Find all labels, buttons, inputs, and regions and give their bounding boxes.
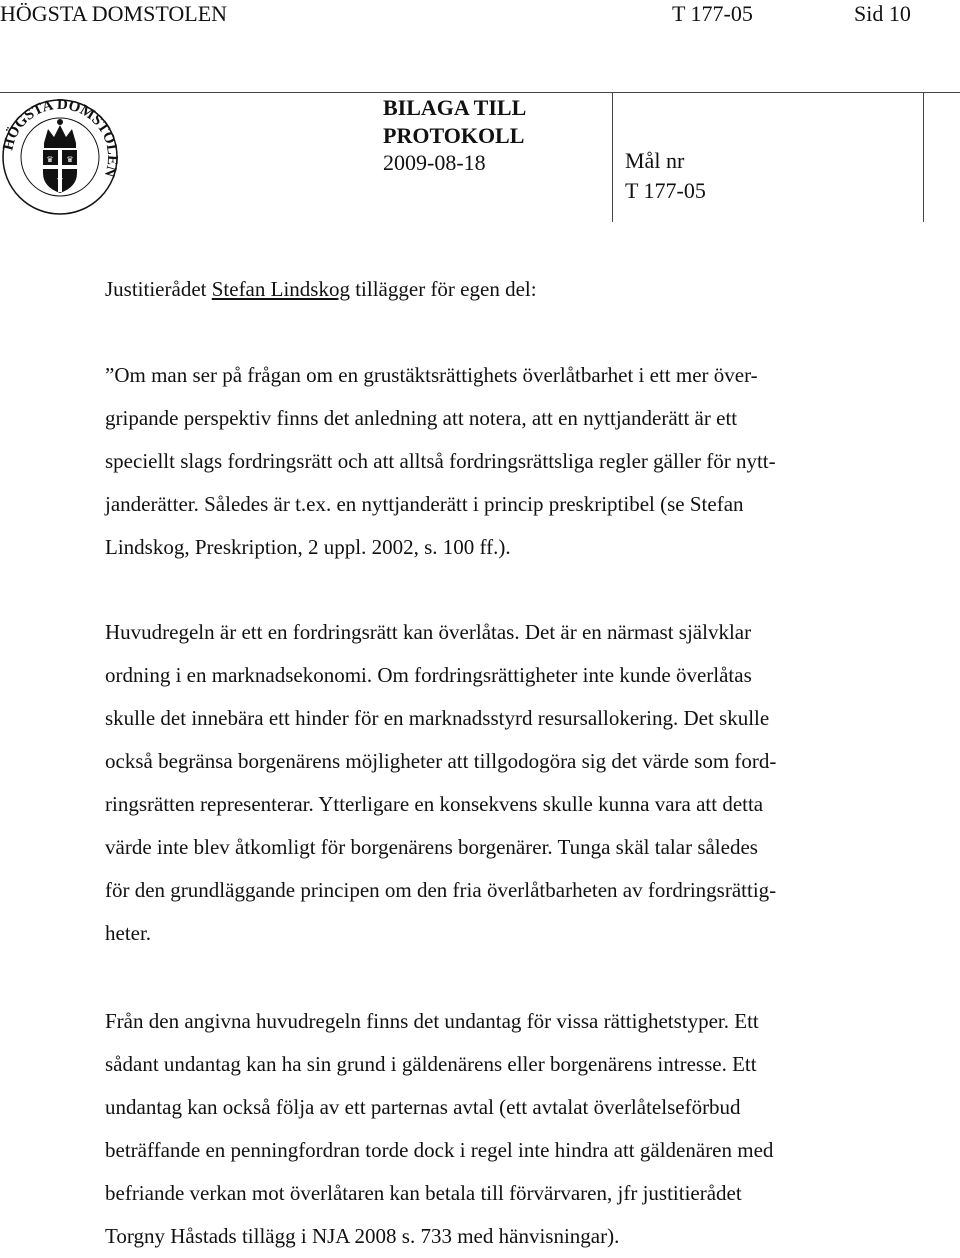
paragraph-line: Torgny Håstads tillägg i NJA 2008 s. 733 med hänvisningar). xyxy=(105,1224,620,1248)
bilaga-line-2: PROTOKOLL xyxy=(383,123,525,148)
case-number-label: Mål nr xyxy=(625,148,685,173)
justice-name: Stefan Lindskog xyxy=(211,277,350,301)
intro-line xyxy=(105,268,537,311)
svg-text:♛: ♛ xyxy=(46,155,54,164)
paragraph-line: ringsrätten representerar. Ytterligare en konsekvens skulle kunna vara att detta xyxy=(105,792,764,816)
paragraph-2 xyxy=(105,611,776,955)
header-top-border xyxy=(0,92,960,93)
paragraph-line: janderätter. Således är t.ex. en nyttjanderätt i princip preskriptibel (se Stefan xyxy=(105,492,744,516)
intro-text-before: Justitierådet xyxy=(105,277,212,301)
paragraph-line: befriande verkan mot överlåtaren kan betala till förvärvaren, jfr justitierådet xyxy=(105,1181,742,1205)
paragraph-line: heter. xyxy=(105,921,152,945)
document-date: 2009-08-18 xyxy=(383,150,486,175)
header-divider xyxy=(612,92,613,222)
paragraph-line: beträffande en penningfordran torde dock i regel inte hindra att gäldenären med xyxy=(105,1138,774,1162)
shield-icon xyxy=(43,150,77,193)
document-type-label xyxy=(383,94,526,150)
running-header-page: Sid 10 xyxy=(854,1,911,26)
paragraph-line: för den grundläggande principen om den fria överlåtbarheten av fordringsrättig- xyxy=(105,878,777,902)
crown-icon xyxy=(44,119,76,148)
case-number-value: T 177-05 xyxy=(625,178,706,203)
paragraph-3 xyxy=(105,1000,773,1258)
paragraph-line: skulle det innebära ett hinder för en marknadsstyrd resursallokering. Det skulle xyxy=(105,706,770,730)
paragraph-line: speciellt slags fordringsrätt och att alltså fordringsrättsliga regler gäller för nytt- xyxy=(105,449,776,473)
paragraph-line: ordning i en marknadsekonomi. Om fordringsrättigheter inte kunde överlåtas xyxy=(105,663,752,687)
paragraph-line: värde inte blev åtkomligt för borgenärens borgenärer. Tunga skäl talar således xyxy=(105,835,758,859)
seal-text: HÖGSTA DOMSTOLEN xyxy=(0,97,120,179)
intro-text-after: tillägger för egen del: xyxy=(349,277,537,301)
paragraph-line: också begränsa borgenärens möjligheter att tillgodogöra sig det värde som ford- xyxy=(105,749,777,773)
header-divider-right xyxy=(923,92,924,222)
paragraph-line: gripande perspektiv finns det anledning att notera, att en nyttjanderätt är ett xyxy=(105,406,738,430)
paragraph-line: Från den angivna huvudregeln finns det undantag för vissa rättighetstyper. Ett xyxy=(105,1009,759,1033)
svg-text:♛: ♛ xyxy=(56,176,64,185)
case-number-block xyxy=(625,146,706,206)
bilaga-line-1: BILAGA TILL xyxy=(383,95,527,120)
svg-text:♛: ♛ xyxy=(66,155,74,164)
paragraph-line: Huvudregeln är ett en fordringsrätt kan överlåtas. Det är en närmast självklar xyxy=(105,620,752,644)
paragraph-line: undantag kan också följa av ett parternas avtal (ett avtalat överlåtelseförbud xyxy=(105,1095,741,1119)
paragraph-line: ”Om man ser på frågan om en grustäktsrättighets överlåtbarhet i ett mer över- xyxy=(105,363,758,387)
paragraph-line: Lindskog, Preskription, 2 uppl. 2002, s. 100 ff.). xyxy=(105,535,511,559)
running-header-case-number: T 177-05 xyxy=(672,1,753,26)
running-header-court: HÖGSTA DOMSTOLEN xyxy=(0,1,228,26)
paragraph-1 xyxy=(105,354,776,569)
court-seal-emblem xyxy=(0,97,120,217)
paragraph-line: sådant undantag kan ha sin grund i gäldenärens eller borgenärens intresse. Ett xyxy=(105,1052,757,1076)
